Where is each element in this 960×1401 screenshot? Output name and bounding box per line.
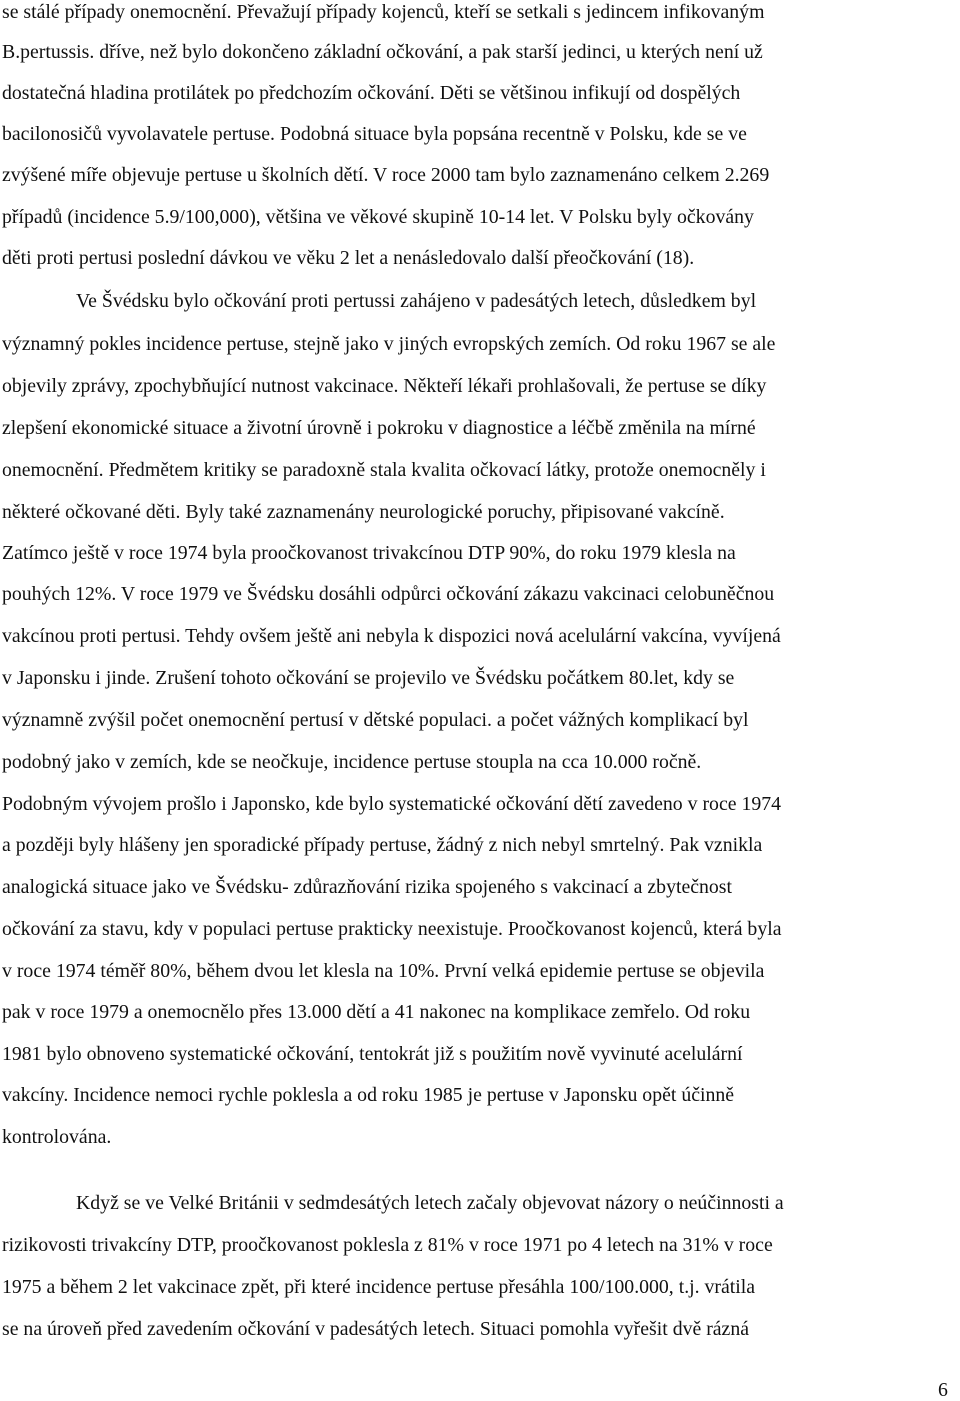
text-line: případů (incidence 5.9/100,000), většina ve věkové skupině 10-14 let. V Polsku byly očkovány [2,206,754,228]
text-line: významný pokles incidence pertuse, stejně jako v jiných evropských zemích. Od roku 1967 se ale [2,333,776,355]
text-line: dostatečná hladina protilátek po předchozím očkování. Děti se většinou infikují od dospělých [2,82,741,104]
text-line: pak v roce 1979 a onemocnělo přes 13.000 dětí a 41 nakonec na komplikace zemřelo. Od roku [2,1001,751,1023]
text-line: Podobným vývojem prošlo i Japonsko, kde bylo systematické očkování dětí zavedeno v roce 1974 [2,793,782,815]
text-line: pouhých 12%. V roce 1979 ve Švédsku dosáhli odpůrci očkování zákazu vakcinaci celobuněčnou [2,583,775,605]
text-line: zvýšené míře objevuje pertuse u školních dětí. V roce 2000 tam bylo zaznamenáno celkem 2.269 [2,164,770,186]
text-line: a později byly hlášeny jen sporadické případy pertuse, žádný z nich nebyl smrtelný. Pak vznikla [2,834,763,856]
text-line: se stálé případy onemocnění. Převažují případy kojenců, kteří se setkali s jedincem infikovaným [2,1,765,23]
text-line: bacilonosičů vyvolavatele pertuse. Podobná situace byla popsána recentně v Polsku, kde se ve [2,123,747,145]
text-line: v roce 1974 téměř 80%, během dvou let klesla na 10%. První velká epidemie pertuse se objevila [2,960,765,982]
paragraph-first-line: Ve Švédsku bylo očkování proti pertussi zahájeno v padesátých letech, důsledkem byl [76,290,757,312]
text-line: zlepšení ekonomické situace a životní úrovně i pokroku v diagnostice a léčbě změnila na mírné [2,417,756,439]
text-line: analogická situace jako ve Švédsku- zdůrazňování rizika spojeného s vakcinací a zbytečnost [2,876,732,898]
text-line: vakcínou proti pertusi. Tehdy ovšem ještě ani nebyla k dispozici nová acelulární vakcína, vyvíjená [2,625,781,647]
text-line: se na úroveň před zavedením očkování v padesátých letech. Situaci pomohla vyřešit dvě rázná [2,1318,750,1340]
page-number: 6 [938,1379,948,1401]
text-line: rizikovosti trivakcíny DTP, proočkovanost poklesla z 81% v roce 1971 po 4 letech na 31% v roce [2,1234,773,1256]
text-line: podobný jako v zemích, kde se neočkuje, incidence pertuse stoupla na cca 10.000 ročně. [2,751,702,773]
text-line: kontrolována. [2,1126,112,1148]
text-line: onemocnění. Předmětem kritiky se paradoxně stala kvalita očkovací látky, protože onemocněly i [2,459,766,481]
text-line: B.pertussis. dříve, než bylo dokončeno základní očkování, a pak starší jedinci, u kterých není už [2,41,763,63]
text-line: vakcíny. Incidence nemoci rychle poklesla a od roku 1985 je pertuse v Japonsku opět účinně [2,1084,735,1106]
text-line: některé očkované děti. Byly také zaznamenány neurologické poruchy, připisované vakcíně. [2,501,725,523]
text-line: významně zvýšil počet onemocnění pertusí v dětské populaci. a počet vážných komplikací byl [2,709,749,731]
text-line: objevily zprávy, zpochybňující nutnost vakcinace. Někteří lékaři prohlašovali, že pertuse se díky [2,375,767,397]
text-line: v Japonsku i jinde. Zrušení tohoto očkování se projevilo ve Švédsku počátkem 80.let, kdy se [2,667,735,689]
paragraph-first-line: Když se ve Velké Británii v sedmdesátých letech začaly objevovat názory o neúčinnosti a [76,1192,784,1214]
text-line: očkování za stavu, kdy v populaci pertuse prakticky neexistuje. Proočkovanost kojenců, která byla [2,918,782,940]
text-line: 1975 a během 2 let vakcinace zpět, při které incidence pertuse přesáhla 100/100.000, t.j. vrátila [2,1276,756,1298]
text-line: 1981 bylo obnoveno systematické očkování, tentokrát již s použitím nově vyvinuté acelulární [2,1043,743,1065]
text-line: Zatímco ještě v roce 1974 byla proočkovanost trivakcínou DTP 90%, do roku 1979 klesla na [2,542,736,564]
text-line: děti proti pertusi poslední dávkou ve věku 2 let a nenásledovalo další přeočkování (18). [2,247,695,269]
